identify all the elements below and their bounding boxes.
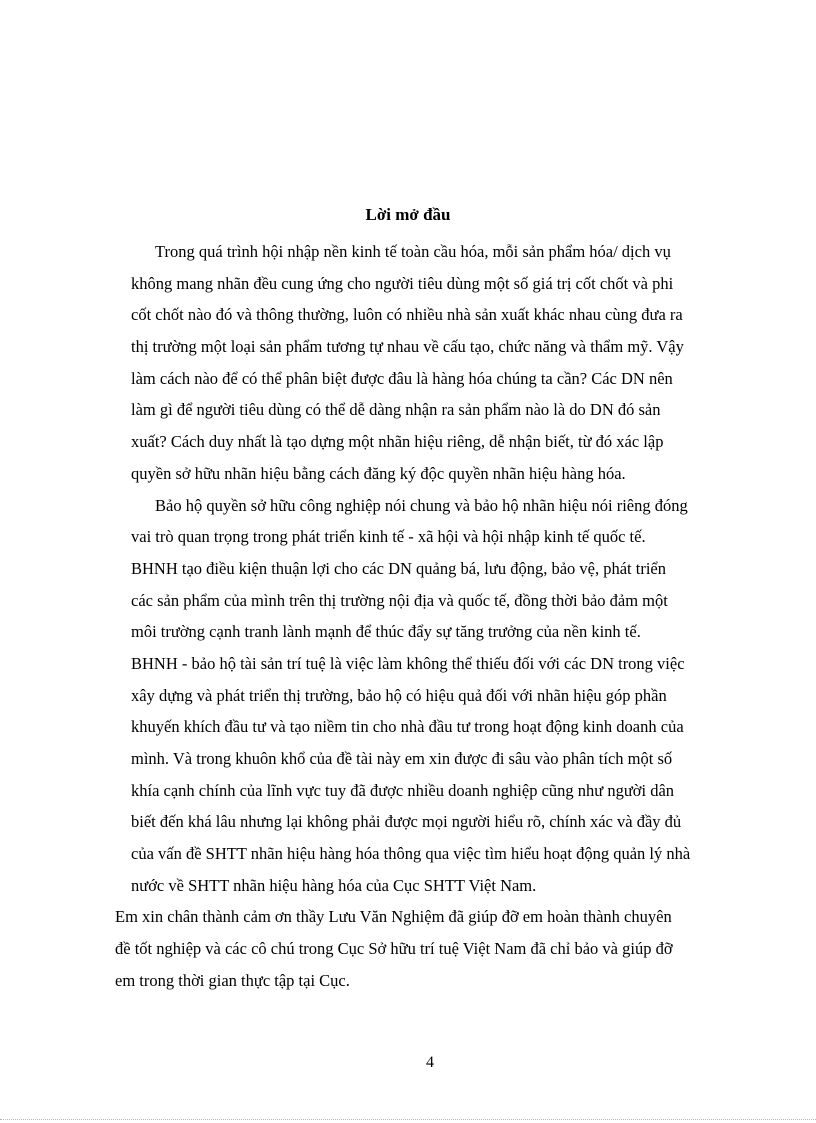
paragraph-line: nước về SHTT nhãn hiệu hàng hóa của Cục SHTT Việt Nam. bbox=[131, 875, 537, 895]
paragraph-line: xuất? Cách duy nhất là tạo dựng một nhãn hiệu riêng, dễ nhận biết, từ đó xác lập bbox=[131, 432, 664, 452]
paragraph-line: môi trường cạnh tranh lành mạnh để thúc đẩy sự tăng trưởng của nền kinh tế. bbox=[131, 622, 641, 642]
paragraph-line: quyền sở hữu nhãn hiệu bằng cách đăng ký độc quyền nhãn hiệu hàng hóa. bbox=[131, 463, 626, 483]
paragraph-line: không mang nhãn đều cung ứng cho người tiêu dùng một số giá trị cốt chốt và phi bbox=[131, 273, 674, 293]
paragraph-line: vai trò quan trọng trong phát triển kinh tế - xã hội và hội nhập kinh tế quốc tế. bbox=[131, 527, 646, 547]
paragraph-line: khía cạnh chính của lĩnh vực tuy đã được nhiều doanh nghiệp cũng như người dân bbox=[131, 780, 675, 800]
page-bottom-border bbox=[0, 1119, 816, 1120]
page-number: 4 bbox=[426, 1054, 434, 1071]
paragraph-line: làm gì để người tiêu dùng có thể dễ dàng nhận ra sản phẩm nào là do DN đó sản bbox=[131, 400, 661, 420]
paragraph-line: biết đến khá lâu nhưng lại không phải được mọi người hiểu rõ, chính xác và đầy đủ bbox=[131, 812, 682, 832]
paragraph-line: khuyến khích đầu tư và tạo niềm tin cho nhà đầu tư trong hoạt động kinh doanh của bbox=[131, 717, 684, 737]
paragraph-line: xây dựng và phát triển thị trường, bảo hộ có hiệu quả đối với nhãn hiệu góp phần bbox=[131, 685, 667, 705]
paragraph-line: BHNH - bảo hộ tài sản trí tuệ là việc làm không thể thiếu đối với các DN trong việc bbox=[131, 653, 685, 673]
paragraph-line: thị trường một loại sản phẩm tương tự nhau về cấu tạo, chức năng và thẩm mỹ. Vậy bbox=[131, 337, 684, 357]
paragraph-line: Trong quá trình hội nhập nền kinh tế toàn cầu hóa, mỗi sản phẩm hóa/ dịch vụ bbox=[155, 242, 671, 261]
paragraph-line: đề tốt nghiệp và các cô chú trong Cục Sở hữu trí tuệ Việt Nam đã chỉ bảo và giúp đỡ bbox=[115, 939, 673, 959]
paragraph-line: BHNH tạo điều kiện thuận lợi cho các DN quảng bá, lưu động, bảo vệ, phát triển bbox=[131, 558, 666, 578]
paragraph-line: làm cách nào để có thể phân biệt được đâu là hàng hóa chúng ta cần? Các DN nên bbox=[131, 368, 673, 388]
paragraph-line: mình. Và trong khuôn khổ của đề tài này em xin được đi sâu vào phân tích một số bbox=[131, 749, 673, 768]
document-body bbox=[115, 236, 703, 997]
paragraph-line: cốt chốt nào đó và thông thường, luôn có nhiều nhà sản xuất khác nhau cùng đưa ra bbox=[131, 305, 683, 325]
paragraph-line: Em xin chân thành cảm ơn thầy Lưu Văn Nghiệm đã giúp đỡ em hoàn thành chuyên bbox=[115, 907, 672, 927]
paragraph-line: em trong thời gian thực tập tại Cục. bbox=[115, 970, 350, 990]
paragraph-line: Bảo hộ quyền sở hữu công nghiệp nói chung và bảo hộ nhãn hiệu nói riêng đóng bbox=[155, 495, 688, 515]
paragraph-line: của vấn đề SHTT nhãn hiệu hàng hóa thông qua việc tìm hiểu hoạt động quản lý nhà bbox=[131, 844, 691, 864]
document-title: Lời mở đầu bbox=[365, 205, 451, 224]
paragraph-line: các sản phẩm của mình trên thị trường nội địa và quốc tế, đồng thời bảo đảm một bbox=[131, 590, 668, 610]
